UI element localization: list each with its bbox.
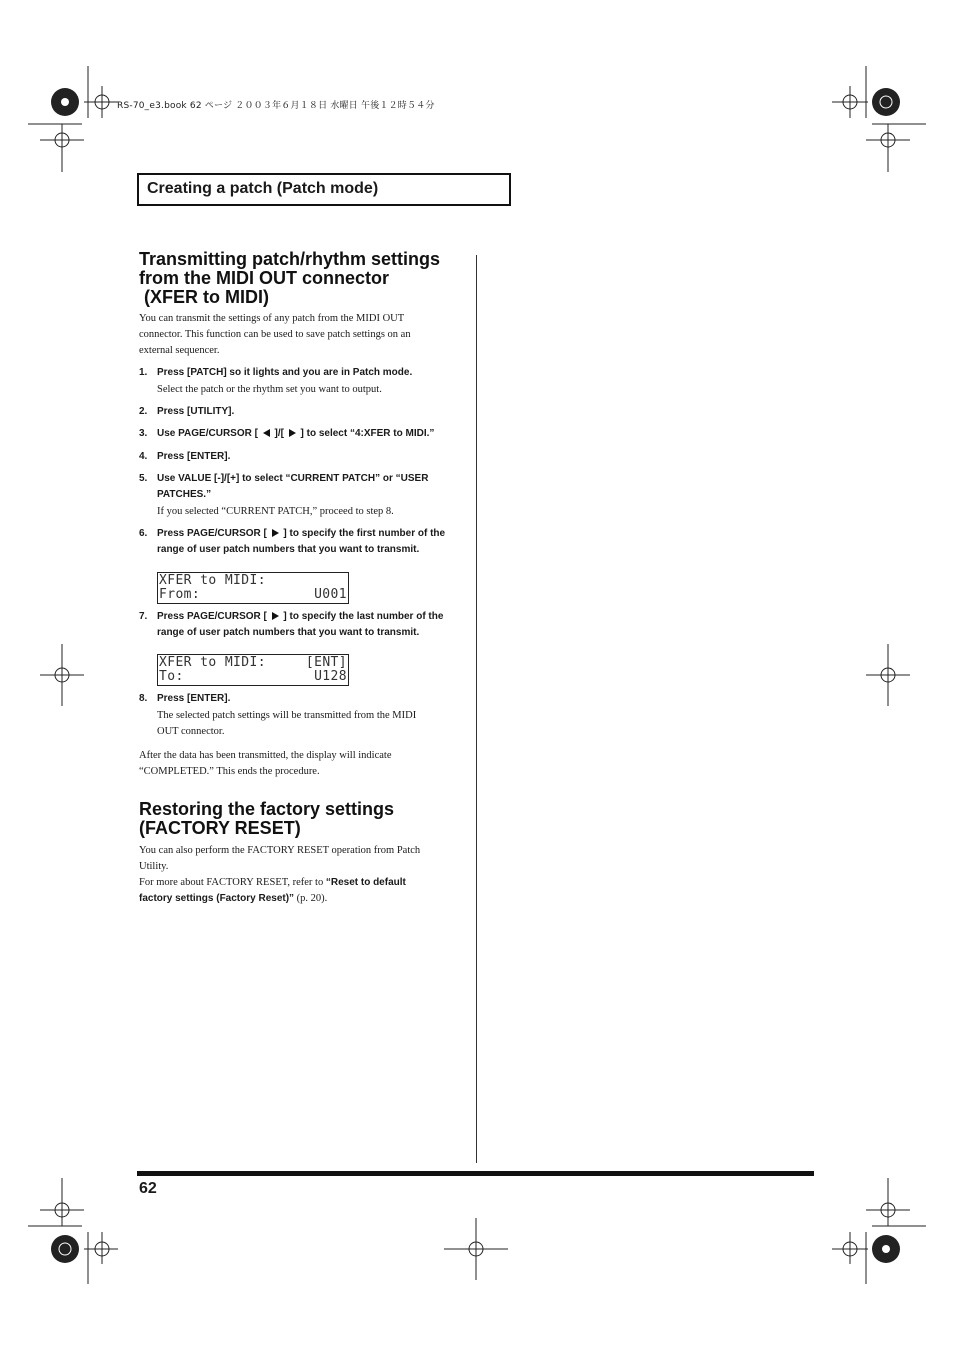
factory-heading-line2: (FACTORY RESET) (139, 818, 301, 838)
step-1 (139, 365, 469, 398)
factory-p1-line2: Utility. (139, 861, 169, 872)
step-instruction: Press [UTILITY]. (157, 406, 235, 417)
step-number: 2. (139, 406, 148, 417)
step-7 (139, 609, 469, 641)
step-instruction: Press [PATCH] so it lights and you are in Patch mode. (157, 367, 413, 378)
lcd-line1: XFER to MIDI: (159, 655, 266, 670)
xfer-heading-line3: (XFER to MIDI) (139, 287, 269, 307)
lcd-line2-value: U001 (314, 587, 347, 602)
intro-line3: external sequencer. (139, 345, 220, 356)
step-instruction-line2: range of user patch numbers that you want to transmit. (157, 544, 420, 555)
step-number: 8. (139, 693, 148, 704)
step-instruction-line2: PATCHES.” (157, 489, 212, 500)
step-note: If you selected “CURRENT PATCH,” proceed to step 8. (157, 506, 394, 517)
step-number: 4. (139, 451, 148, 462)
factory-p2-line1 (139, 875, 469, 891)
step-text-a: Use PAGE/CURSOR [ (157, 428, 261, 439)
step-number: 7. (139, 611, 148, 622)
step-3 (139, 426, 469, 442)
step-text-c: ] to select “4:XFER to MIDI.” (297, 428, 435, 439)
step-text-b: ] to specify the last number of the (280, 611, 444, 622)
step-number: 1. (139, 367, 148, 378)
after-line1: After the data has been transmitted, the display will indicate (139, 750, 392, 761)
factory-p2-page: (p. 20). (294, 893, 328, 904)
xfer-heading (139, 250, 469, 307)
xfer-intro (139, 311, 469, 359)
intro-line1: You can transmit the settings of any patch from the MIDI OUT (139, 313, 405, 324)
factory-reset-link-cont[interactable]: factory settings (Factory Reset)” (139, 893, 295, 904)
column-divider (476, 255, 477, 1163)
lcd-line1: XFER to MIDI: (159, 573, 266, 588)
step-6 (139, 526, 469, 558)
step-instruction-line1 (157, 526, 469, 542)
lcd-line2-label: From: (159, 587, 201, 602)
step-text-b: ]/[ (271, 428, 287, 439)
intro-line2: connector. This function can be used to save patch settings on an (139, 329, 411, 340)
step-note-line2: OUT connector. (157, 726, 225, 737)
factory-p1-line1: You can also perform the FACTORY RESET operation from Patch (139, 845, 421, 856)
step-4 (139, 449, 469, 465)
step-number: 3. (139, 428, 148, 439)
right-arrow-icon (272, 529, 279, 537)
lcd-line1-enter: [ENT] (305, 655, 347, 670)
step-text-a: Press PAGE/CURSOR [ (157, 611, 270, 622)
step-instruction (157, 426, 469, 442)
step-number: 6. (139, 528, 148, 539)
step-instruction-line2: range of user patch numbers that you want to transmit. (157, 627, 420, 638)
print-header: RS-70_e3.book 62 ページ ２００３年６月１８日 水曜日 午後１２時５４分 (117, 101, 435, 111)
factory-p2-text: For more about FACTORY RESET, refer to (139, 877, 326, 888)
page-number: 62 (139, 1180, 157, 1197)
step-note: Select the patch or the rhythm set you want to output. (157, 384, 382, 395)
step-2 (139, 404, 469, 420)
step-instruction: Press [ENTER]. (157, 451, 231, 462)
right-arrow-icon (272, 612, 279, 620)
step-8 (139, 691, 469, 740)
xfer-after (139, 748, 469, 780)
right-arrow-icon (289, 429, 296, 437)
step-instruction-line1 (157, 609, 469, 625)
xfer-heading-line1: Transmitting patch/rhythm settings (139, 249, 441, 269)
lcd-line2-value: U128 (314, 669, 347, 684)
left-arrow-icon (263, 429, 270, 437)
factory-body (139, 843, 469, 907)
step-5 (139, 471, 469, 520)
step-instruction-line1: Use VALUE [-]/[+] to select “CURRENT PATCH” or “USER (157, 473, 429, 484)
step-note-line1: The selected patch settings will be transmitted from the MIDI (157, 710, 417, 721)
lcd-line2-label: To: (159, 669, 184, 684)
section-title-box (137, 173, 511, 206)
step-number: 5. (139, 473, 148, 484)
lcd-display-from (157, 572, 349, 604)
step-instruction: Press [ENTER]. (157, 693, 231, 704)
after-line2: “COMPLETED.” This ends the procedure. (139, 766, 320, 777)
factory-heading-line1: Restoring the factory settings (139, 799, 395, 819)
lcd-display-to (157, 654, 349, 686)
footer-rule (137, 1171, 814, 1176)
step-text-a: Press PAGE/CURSOR [ (157, 528, 270, 539)
factory-p2-line2 (139, 891, 469, 907)
factory-reset-link[interactable]: “Reset to default (325, 877, 406, 888)
xfer-heading-line2: from the MIDI OUT connector (139, 268, 390, 288)
step-text-b: ] to specify the first number of the (280, 528, 446, 539)
factory-heading (139, 800, 469, 838)
section-title: Creating a patch (Patch mode) (147, 180, 379, 197)
